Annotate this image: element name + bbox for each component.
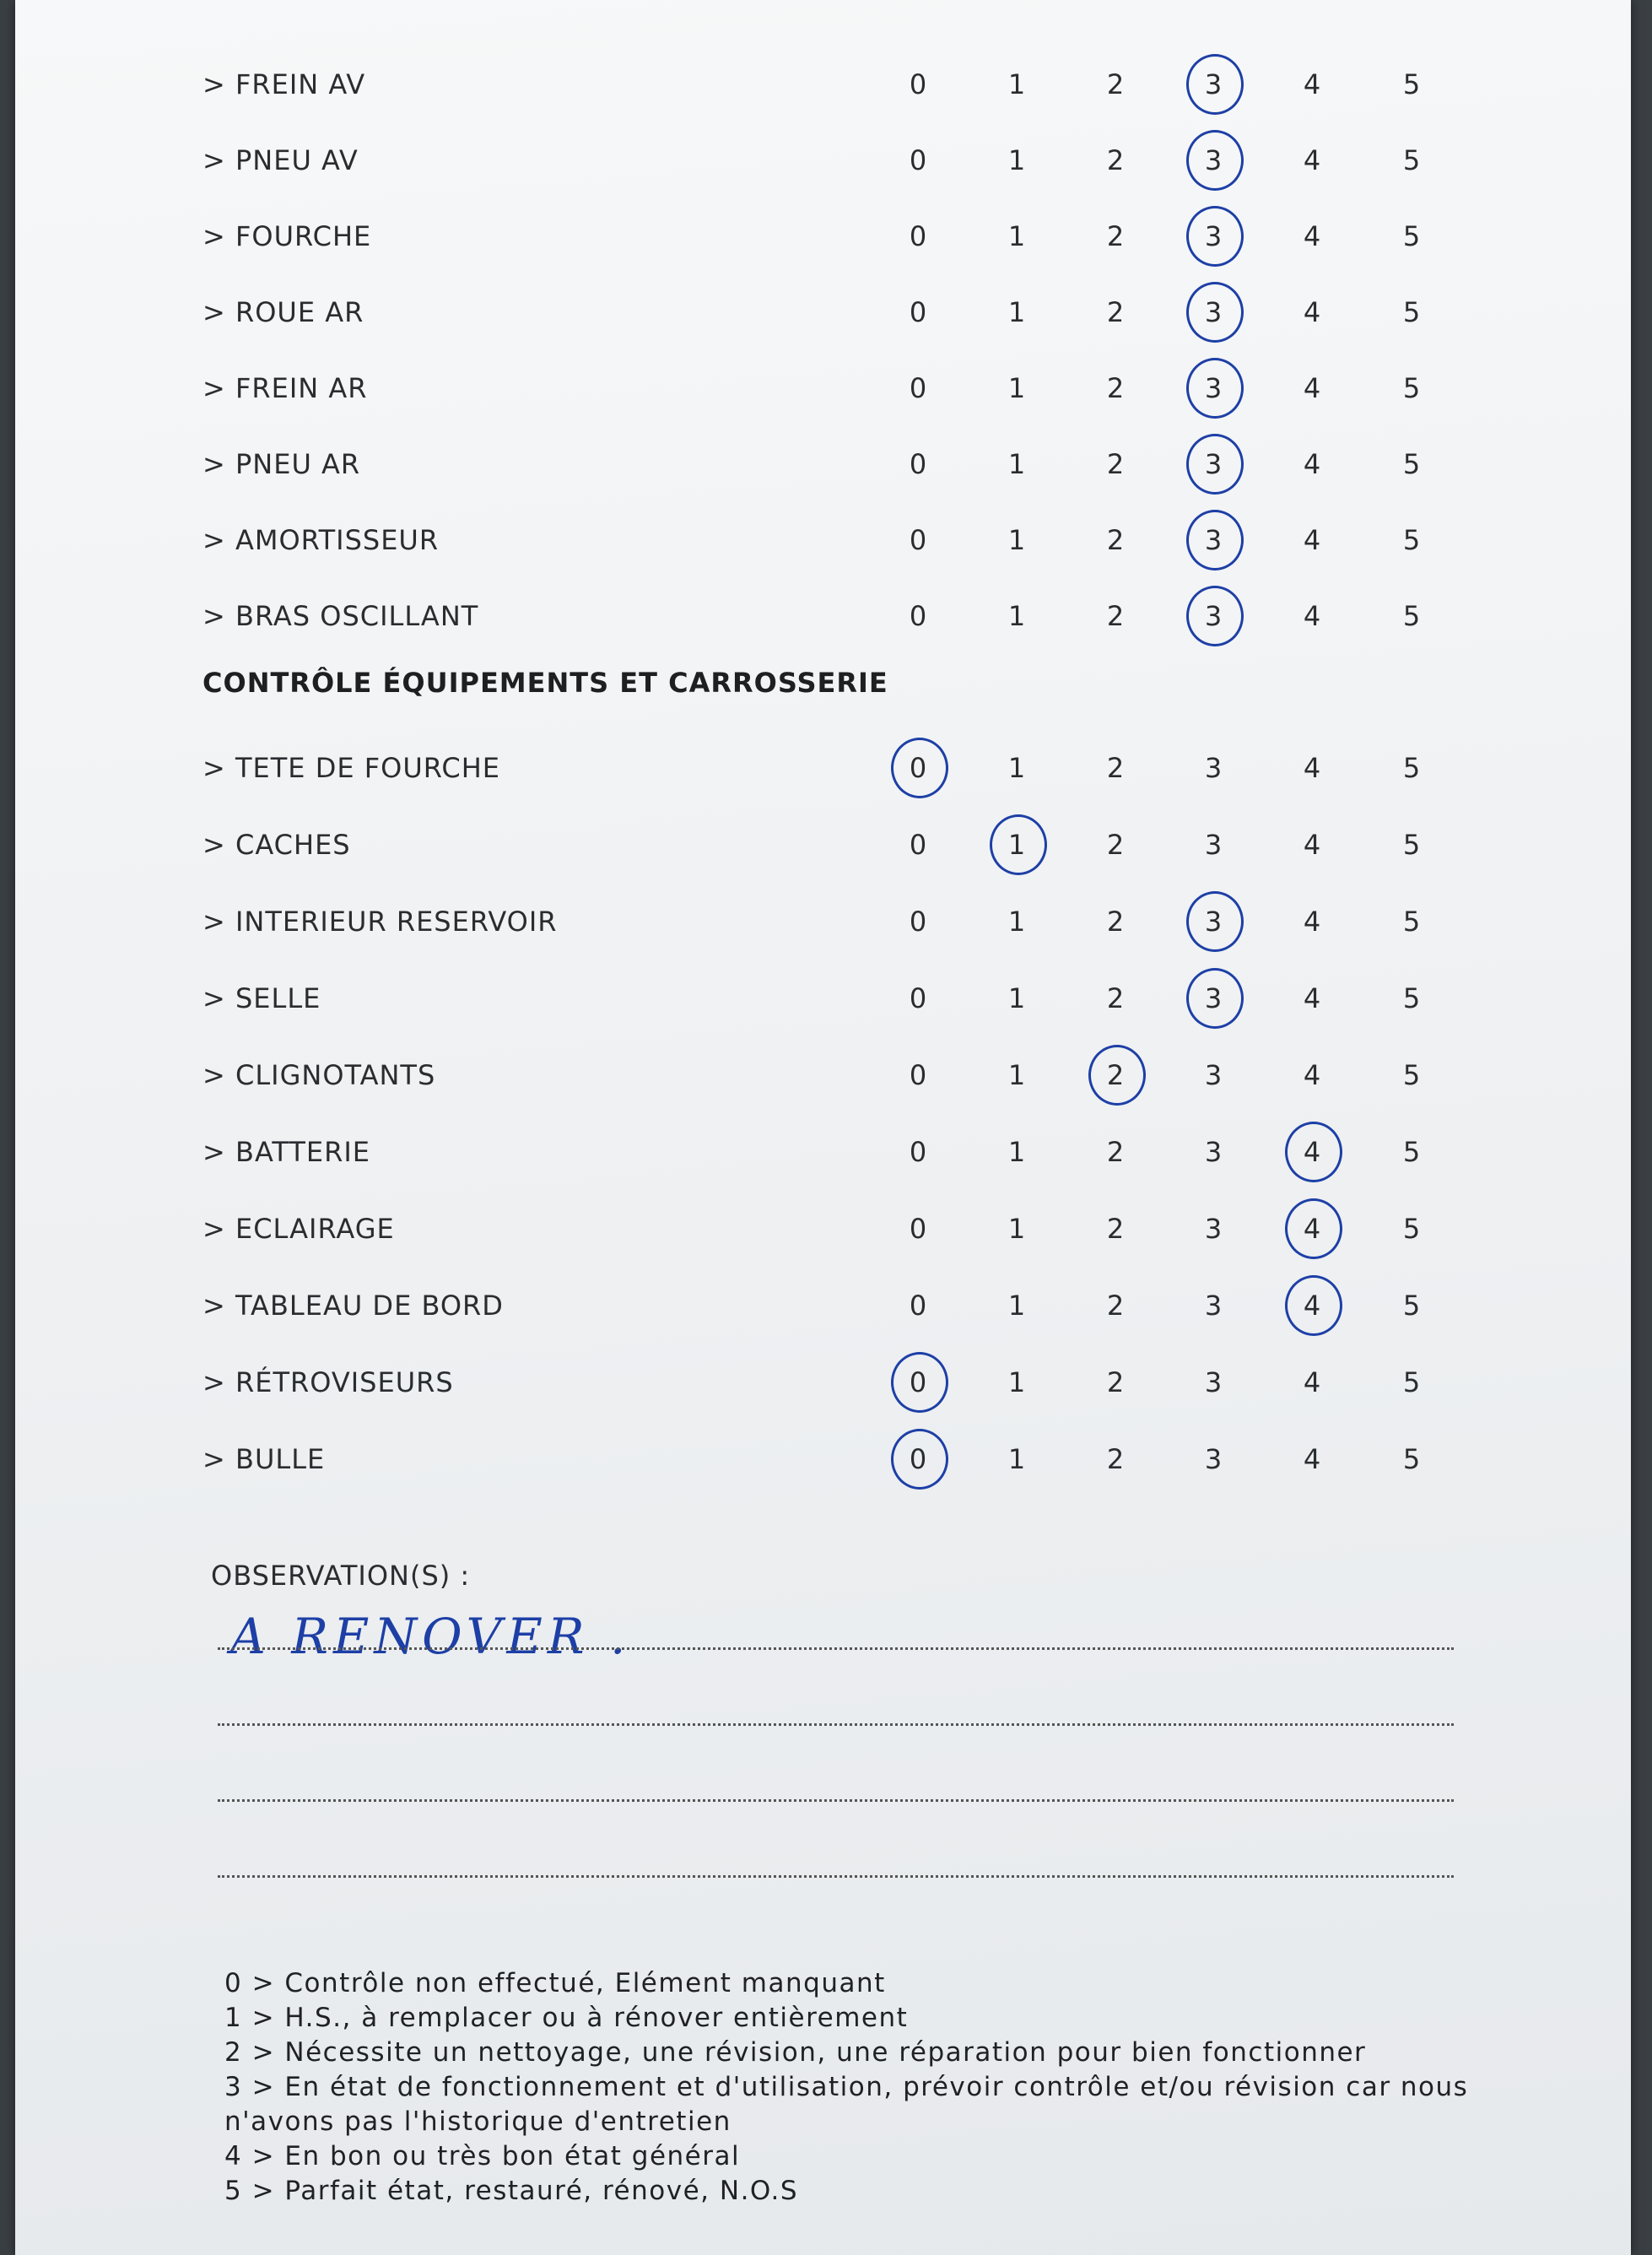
rating-option[interactable]: 2: [1106, 752, 1125, 784]
rating-option-selected[interactable]: 3: [1188, 439, 1239, 489]
rating-option[interactable]: 0: [909, 1136, 927, 1168]
rating-option[interactable]: 5: [1402, 982, 1421, 1014]
rating-option[interactable]: 1: [1007, 906, 1026, 938]
rating-option[interactable]: 1: [1007, 1366, 1026, 1398]
rating-option[interactable]: 4: [1303, 524, 1321, 556]
rating-option[interactable]: 4: [1303, 906, 1321, 938]
legend-item: 4 > En bon ou très bon état général: [224, 2141, 741, 2171]
rating-row: [15, 287, 1534, 338]
rating-option[interactable]: 4: [1303, 296, 1321, 328]
rating-option[interactable]: 0: [909, 448, 927, 480]
rating-option-selected[interactable]: 3: [1188, 973, 1239, 1024]
rating-option[interactable]: 1: [1007, 1136, 1026, 1168]
rating-option[interactable]: 5: [1402, 752, 1421, 784]
rating-option[interactable]: 0: [909, 524, 927, 556]
rating-row-label: > ROUE AR: [202, 296, 364, 328]
legend-item: 1 > H.S., à remplacer ou à rénover entièrement: [224, 2003, 909, 2033]
rating-option[interactable]: 1: [1007, 1059, 1026, 1091]
rating-row: [15, 819, 1534, 870]
rating-option-selected[interactable]: 3: [1188, 591, 1239, 641]
rating-row: [15, 363, 1534, 414]
rating-option-selected[interactable]: 3: [1188, 59, 1239, 110]
rating-option[interactable]: 5: [1402, 906, 1421, 938]
rating-option[interactable]: 0: [909, 220, 927, 252]
rating-option[interactable]: 1: [1007, 1290, 1026, 1322]
legend-item: n'avons pas l'historique d'entretien: [224, 2106, 732, 2137]
rating-row-label: > FREIN AV: [202, 68, 366, 100]
rating-option-selected[interactable]: 3: [1188, 135, 1239, 186]
inspection-sheet: [15, 0, 1631, 2255]
rating-option[interactable]: 1: [1007, 68, 1026, 100]
rating-row: [15, 211, 1534, 262]
rating-option[interactable]: 5: [1402, 220, 1421, 252]
rating-option-selected[interactable]: 4: [1287, 1280, 1337, 1331]
rating-option[interactable]: 2: [1106, 906, 1125, 938]
rating-option[interactable]: 0: [909, 68, 927, 100]
rating-option[interactable]: 3: [1204, 1213, 1223, 1245]
rating-option[interactable]: 4: [1303, 144, 1321, 176]
rating-option[interactable]: 5: [1402, 144, 1421, 176]
rating-option[interactable]: 4: [1303, 600, 1321, 632]
rating-option[interactable]: 0: [909, 372, 927, 404]
rating-option[interactable]: 4: [1303, 982, 1321, 1014]
section-title: CONTRÔLE ÉQUIPEMENTS ET CARROSSERIE: [202, 667, 888, 699]
rating-option[interactable]: 4: [1303, 1059, 1321, 1091]
rating-row-label: > BATTERIE: [202, 1136, 370, 1168]
rating-option[interactable]: 3: [1204, 1443, 1223, 1475]
observation-line: [218, 1647, 1454, 1650]
rating-option[interactable]: 3: [1204, 1059, 1223, 1091]
rating-option[interactable]: 5: [1402, 600, 1421, 632]
rating-option[interactable]: 5: [1402, 372, 1421, 404]
rating-option[interactable]: 2: [1106, 524, 1125, 556]
rating-option-selected[interactable]: 3: [1188, 287, 1239, 338]
rating-row: [15, 1203, 1534, 1254]
legend-item: 2 > Nécessite un nettoyage, une révision, une réparation pour bien fonctionner: [224, 2037, 1367, 2068]
rating-option[interactable]: 2: [1106, 600, 1125, 632]
rating-row: [15, 1357, 1534, 1408]
rating-option[interactable]: 0: [909, 144, 927, 176]
rating-option[interactable]: 0: [909, 296, 927, 328]
rating-option-selected[interactable]: 0: [893, 1357, 943, 1408]
rating-option[interactable]: 5: [1402, 68, 1421, 100]
rating-row: [15, 1280, 1534, 1331]
rating-option[interactable]: 1: [1007, 372, 1026, 404]
rating-row-label: > INTERIEUR RESERVOIR: [202, 906, 558, 938]
legend-item: 3 > En état de fonctionnement et d'utilisation, prévoir contrôle et/ou révision car nous: [224, 2072, 1469, 2102]
rating-option[interactable]: 2: [1106, 68, 1125, 100]
rating-option[interactable]: 3: [1204, 1366, 1223, 1398]
observations-title: OBSERVATION(S) :: [211, 1560, 471, 1592]
rating-row-label: > TETE DE FOURCHE: [202, 752, 500, 784]
rating-option[interactable]: 1: [1007, 982, 1026, 1014]
rating-option[interactable]: 2: [1106, 448, 1125, 480]
rating-option[interactable]: 2: [1106, 1443, 1125, 1475]
rating-row: [15, 515, 1534, 565]
rating-option-selected[interactable]: 2: [1090, 1050, 1141, 1100]
rating-row-label: > PNEU AV: [202, 144, 359, 176]
rating-row: [15, 439, 1534, 489]
rating-option[interactable]: 2: [1106, 296, 1125, 328]
rating-row: [15, 973, 1534, 1024]
rating-option[interactable]: 2: [1106, 829, 1125, 861]
rating-option-selected[interactable]: 3: [1188, 211, 1239, 262]
rating-row-label: > CLIGNOTANTS: [202, 1059, 436, 1091]
rating-option[interactable]: 1: [1007, 524, 1026, 556]
rating-option[interactable]: 5: [1402, 1213, 1421, 1245]
rating-option[interactable]: 2: [1106, 982, 1125, 1014]
rating-option[interactable]: 1: [1007, 448, 1026, 480]
rating-option[interactable]: 1: [1007, 1443, 1026, 1475]
rating-row-label: > PNEU AR: [202, 448, 361, 480]
rating-row-label: > BRAS OSCILLANT: [202, 600, 479, 632]
rating-row-label: > AMORTISSEUR: [202, 524, 440, 556]
rating-row: [15, 1434, 1534, 1484]
rating-option[interactable]: 4: [1303, 68, 1321, 100]
rating-row-label: > ECLAIRAGE: [202, 1213, 395, 1245]
rating-option[interactable]: 0: [909, 600, 927, 632]
rating-option[interactable]: 4: [1303, 372, 1321, 404]
rating-option[interactable]: 1: [1007, 220, 1026, 252]
rating-option[interactable]: 2: [1106, 1290, 1125, 1322]
rating-option[interactable]: 5: [1402, 1136, 1421, 1168]
rating-row-label: > FREIN AR: [202, 372, 368, 404]
observation-line: [218, 1875, 1454, 1878]
rating-option[interactable]: 0: [909, 1059, 927, 1091]
rating-option-selected[interactable]: 3: [1188, 363, 1239, 414]
rating-row: [15, 743, 1534, 793]
rating-option-selected[interactable]: 0: [893, 743, 943, 793]
rating-row: [15, 896, 1534, 947]
rating-option[interactable]: 5: [1402, 829, 1421, 861]
rating-option[interactable]: 4: [1303, 220, 1321, 252]
rating-option[interactable]: 1: [1007, 752, 1026, 784]
rating-row-label: > RÉTROVISEURS: [202, 1366, 454, 1398]
rating-row-label: > CACHES: [202, 829, 351, 861]
rating-option[interactable]: 3: [1204, 829, 1223, 861]
rating-option[interactable]: 0: [909, 1213, 927, 1245]
rating-option[interactable]: 1: [1007, 144, 1026, 176]
observation-line: [218, 1723, 1454, 1726]
rating-option[interactable]: 2: [1106, 1213, 1125, 1245]
rating-option[interactable]: 5: [1402, 1059, 1421, 1091]
rating-option[interactable]: 0: [909, 982, 927, 1014]
rating-row: [15, 1050, 1534, 1100]
rating-option[interactable]: 1: [1007, 600, 1026, 632]
rating-option[interactable]: 3: [1204, 1290, 1223, 1322]
rating-option-selected[interactable]: 0: [893, 1434, 943, 1484]
rating-option-selected[interactable]: 3: [1188, 515, 1239, 565]
legend-item: 5 > Parfait état, restauré, rénové, N.O.S: [224, 2176, 799, 2206]
rating-option[interactable]: 0: [909, 906, 927, 938]
rating-option-selected[interactable]: 4: [1287, 1203, 1337, 1254]
rating-row-label: > BULLE: [202, 1443, 326, 1475]
rating-option-selected[interactable]: 3: [1188, 896, 1239, 947]
rating-row: [15, 1127, 1534, 1177]
rating-row: [15, 591, 1534, 641]
rating-row-label: > SELLE: [202, 982, 321, 1014]
rating-option[interactable]: 2: [1106, 1136, 1125, 1168]
rating-option[interactable]: 4: [1303, 1366, 1321, 1398]
rating-option[interactable]: 5: [1402, 524, 1421, 556]
rating-option[interactable]: 2: [1106, 372, 1125, 404]
rating-option[interactable]: 2: [1106, 144, 1125, 176]
rating-option[interactable]: 1: [1007, 1213, 1026, 1245]
rating-option[interactable]: 5: [1402, 1443, 1421, 1475]
rating-option[interactable]: 4: [1303, 752, 1321, 784]
handwritten-observation: A RENOVER .: [230, 1608, 631, 1665]
rating-option-selected[interactable]: 4: [1287, 1127, 1337, 1177]
rating-row: [15, 59, 1534, 110]
rating-option[interactable]: 0: [909, 1290, 927, 1322]
observation-line: [218, 1799, 1454, 1802]
rating-row-label: > FOURCHE: [202, 220, 372, 252]
rating-option[interactable]: 4: [1303, 1443, 1321, 1475]
rating-option[interactable]: 2: [1106, 1366, 1125, 1398]
rating-option[interactable]: 5: [1402, 296, 1421, 328]
rating-option[interactable]: 5: [1402, 1290, 1421, 1322]
rating-option[interactable]: 5: [1402, 448, 1421, 480]
rating-legend: [224, 1966, 1468, 2209]
rating-option[interactable]: 2: [1106, 220, 1125, 252]
rating-option[interactable]: 0: [909, 829, 927, 861]
rating-option[interactable]: 3: [1204, 752, 1223, 784]
rating-option[interactable]: 3: [1204, 1136, 1223, 1168]
rating-option[interactable]: 1: [1007, 296, 1026, 328]
rating-option-selected[interactable]: 1: [991, 819, 1042, 870]
rating-option[interactable]: 4: [1303, 448, 1321, 480]
legend-item: 0 > Contrôle non effectué, Elément manquant: [224, 1968, 886, 1998]
rating-row: [15, 135, 1534, 186]
rating-option[interactable]: 5: [1402, 1366, 1421, 1398]
rating-row-label: > TABLEAU DE BORD: [202, 1290, 504, 1322]
rating-option[interactable]: 4: [1303, 829, 1321, 861]
